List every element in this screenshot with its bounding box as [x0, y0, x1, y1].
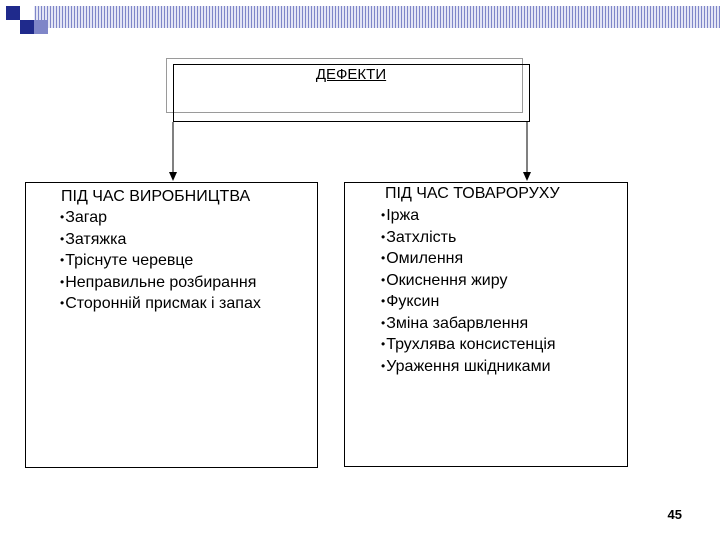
- list-item: [381, 334, 556, 356]
- list-item-text: Окиснення жиру: [386, 271, 508, 289]
- bullet-icon: •: [60, 210, 65, 224]
- page-number: 45: [667, 507, 682, 522]
- list-item-text: Неправильне розбирання: [65, 273, 257, 291]
- bullet-icon: •: [60, 231, 65, 246]
- list-item: [60, 229, 261, 251]
- list-item-text: Сторонній присмак і запах: [65, 295, 261, 312]
- diagram-title: ДЕФЕКТИ: [315, 66, 387, 83]
- list-item: [381, 270, 556, 292]
- list-item-text: Затхлість: [386, 228, 457, 246]
- bullet-icon: •: [60, 274, 65, 289]
- list-item-text: Ураження шкідниками: [386, 357, 551, 375]
- list-item: [381, 313, 556, 335]
- list-item: [381, 356, 556, 378]
- list-item-text: Фуксин: [386, 293, 440, 310]
- transport-defects-heading: ПІД ЧАС ТОВАРОРУХУ: [385, 185, 560, 202]
- bullet-icon: •: [381, 208, 386, 222]
- bullet-icon: •: [381, 337, 386, 351]
- list-item-text: Омилення: [386, 250, 464, 267]
- list-item: [60, 293, 261, 315]
- right-arrow-head: [523, 172, 531, 181]
- bullet-icon: •: [60, 296, 65, 310]
- production-defects-box: [25, 182, 318, 468]
- bullet-icon: •: [381, 358, 386, 373]
- left-arrow-head: [169, 172, 177, 181]
- production-defects-heading: ПІД ЧАС ВИРОБНИЦТВА: [61, 188, 251, 205]
- list-item-text: Зміна забарвлення: [386, 314, 529, 332]
- list-item-text: Затяжка: [65, 230, 127, 248]
- bullet-icon: •: [60, 253, 65, 267]
- list-item: [60, 207, 261, 229]
- list-item: [60, 250, 261, 272]
- production-defects-list: [60, 207, 261, 315]
- list-item: [381, 205, 556, 227]
- bullet-icon: •: [381, 229, 386, 244]
- list-item-text: Іржа: [386, 207, 420, 224]
- list-item-text: Загар: [65, 209, 108, 226]
- bullet-icon: •: [381, 315, 386, 330]
- list-item: [381, 291, 556, 313]
- list-item-text: Тріснуте черевце: [65, 252, 194, 269]
- list-item: [381, 248, 556, 270]
- transport-defects-list: [381, 205, 556, 377]
- bullet-icon: •: [381, 294, 386, 308]
- list-item: [381, 227, 556, 249]
- list-item: [60, 272, 261, 294]
- list-item-text: Трухлява консистенція: [386, 336, 556, 353]
- bullet-icon: •: [381, 272, 386, 287]
- bullet-icon: •: [381, 251, 386, 265]
- transport-defects-box: [344, 182, 628, 467]
